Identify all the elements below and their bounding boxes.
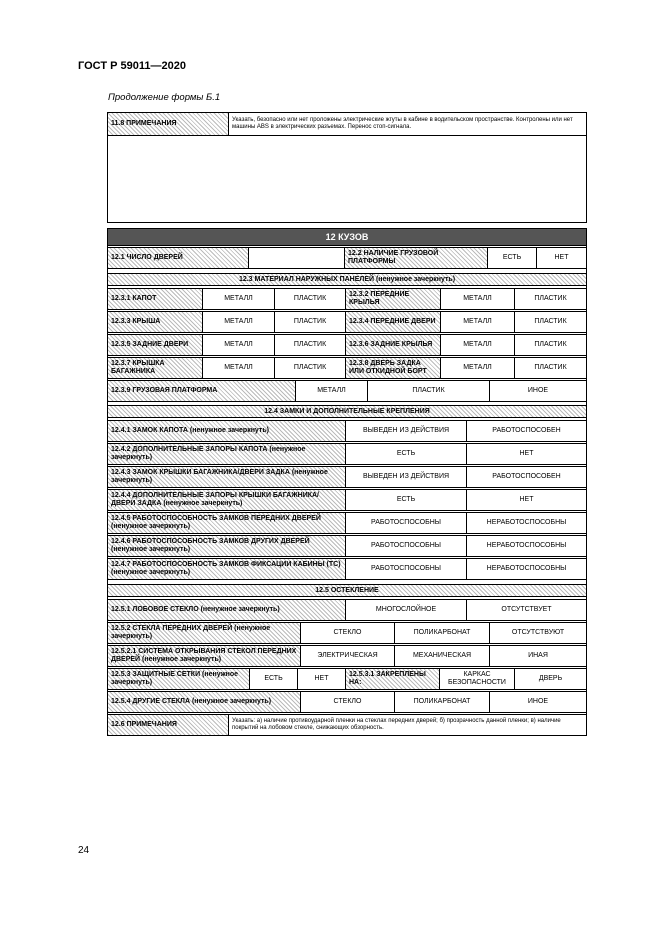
other-glass-label: 12.5.4 ДРУГИЕ СТЕКЛА (ненужное зачеркнуть) — [107, 691, 301, 713]
lock-option-b[interactable]: РАБОТОСПОСОБЕН — [466, 466, 587, 488]
doors-count-label: 12.1 ЧИСЛО ДВЕРЕЙ — [107, 247, 249, 269]
safety-cage-option[interactable]: КАРКАС БЕЗОПАСНОСТИ — [439, 668, 515, 690]
document-title: ГОСТ Р 59011—2020 — [78, 60, 186, 72]
notes-12-instruction[interactable]: Указать: а) наличие противоударной пленки на стеклах передних дверей; б) прозрачность данной пленки; в) наличие покрытий на лобовом стекле, снижающих обзорность. — [228, 714, 587, 736]
panel-metal-option[interactable]: МЕТАЛЛ — [202, 311, 275, 333]
cargo-platform-plastic-option[interactable]: ПЛАСТИК — [367, 380, 490, 402]
front-door-glass-label: 12.5.2 СТЕКЛА ПЕРЕДНИХ ДВЕРЕЙ (ненужное зачеркнуть) — [107, 622, 301, 644]
door-option[interactable]: ДВЕРЬ — [514, 668, 587, 690]
front-door-polycarbonate-option[interactable]: ПОЛИКАРБОНАТ — [394, 622, 490, 644]
window-mechanical-option[interactable]: МЕХАНИЧЕСКАЯ — [394, 645, 490, 667]
panel-metal-option[interactable]: МЕТАЛЛ — [440, 334, 515, 356]
panel-plastic-option[interactable]: ПЛАСТИК — [514, 311, 587, 333]
lock-option-b[interactable]: НЕТ — [466, 443, 587, 465]
page-number: 24 — [78, 845, 90, 856]
protective-nets-label: 12.5.3 ЗАЩИТНЫЕ СЕТКИ (ненужное зачеркнуть) — [107, 668, 250, 690]
windshield-absent-option[interactable]: ОТСУТСТВУЕТ — [466, 599, 587, 621]
window-system-label: 12.5.2.1 СИСТЕМА ОТКРЫВАНИЯ СТЕКОЛ ПЕРЕДНИХ ДВЕРЕЙ (ненужное зачеркнуть) — [107, 645, 301, 667]
window-electric-option[interactable]: ЭЛЕКТРИЧЕСКАЯ — [300, 645, 395, 667]
glazing-title: 12.5 ОСТЕКЛЕНИЕ — [107, 584, 587, 597]
panel-metal-option[interactable]: МЕТАЛЛ — [440, 288, 515, 310]
lock-row-label: 12.4.7 РАБОТОСПОСОБНОСТЬ ЗАМКОВ ФИКСАЦИИ КАБИНЫ (ТС) (ненужное зачеркнуть) — [107, 558, 346, 580]
notes-11-instruction: Указать, безопасно или нет проложены электрические жгуты в кабине в водительском пространстве. Контролены или нет машины ABS в электрических разъемах. Перенос стоп-сигнала. — [228, 112, 587, 136]
cargo-platform-metal-option[interactable]: МЕТАЛЛ — [295, 380, 368, 402]
lock-option-a[interactable]: РАБОТОСПОСОБНЫ — [345, 535, 467, 557]
notes-11-label: 11.8 ПРИМЕЧАНИЯ — [107, 112, 229, 136]
lock-option-b[interactable]: РАБОТОСПОСОБЕН — [466, 420, 587, 442]
front-door-absent-option[interactable]: ОТСУТСТВУЮТ — [489, 622, 587, 644]
lock-option-a[interactable]: ЕСТЬ — [345, 489, 467, 511]
other-glass-polycarbonate-option[interactable]: ПОЛИКАРБОНАТ — [394, 691, 490, 713]
panel-plastic-option[interactable]: ПЛАСТИК — [514, 357, 587, 379]
panel-plastic-option[interactable]: ПЛАСТИК — [514, 288, 587, 310]
lock-row-label: 12.4.6 РАБОТОСПОСОБНОСТЬ ЗАМКОВ ДРУГИХ ДВЕРЕЙ (ненужное зачеркнуть) — [107, 535, 346, 557]
lock-row-label: 12.4.2 ДОПОЛНИТЕЛЬНЫЕ ЗАПОРЫ КАПОТА (ненужное зачеркнуть) — [107, 443, 346, 465]
notes-11-input-area[interactable] — [107, 135, 587, 223]
panel-right-label: 12.3.4 ПЕРЕДНИЕ ДВЕРИ — [345, 311, 441, 333]
lock-row-label: 12.4.4 ДОПОЛНИТЕЛЬНЫЕ ЗАПОРЫ КРЫШКИ БАГАЖНИКА/ДВЕРИ ЗАДКА (ненужное зачеркнуть) — [107, 489, 346, 511]
lock-option-a[interactable]: РАБОТОСПОСОБНЫ — [345, 558, 467, 580]
cargo-no-option[interactable]: НЕТ — [536, 247, 587, 269]
panel-left-label: 12.3.3 КРЫША — [107, 311, 203, 333]
window-other-option[interactable]: ИНАЯ — [489, 645, 587, 667]
panel-metal-option[interactable]: МЕТАЛЛ — [440, 357, 515, 379]
lock-option-a[interactable]: ЕСТЬ — [345, 443, 467, 465]
cargo-platform-label: 12.3.9 ГРУЗОВАЯ ПЛАТФОРМА — [107, 380, 296, 402]
lock-row-label: 12.4.5 РАБОТОСПОСОБНОСТЬ ЗАМКОВ ПЕРЕДНИХ ДВЕРЕЙ (ненужное зачеркнуть) — [107, 512, 346, 534]
panel-left-label: 12.3.5 ЗАДНИЕ ДВЕРИ — [107, 334, 203, 356]
form-continuation-subtitle: Продолжение формы Б.1 — [108, 92, 221, 103]
nets-no-option[interactable]: НЕТ — [297, 668, 346, 690]
panel-metal-option[interactable]: МЕТАЛЛ — [440, 311, 515, 333]
notes-12-label: 12.6 ПРИМЕЧАНИЯ — [107, 714, 229, 736]
panel-right-label: 12.3.8 ДВЕРЬ ЗАДКА ИЛИ ОТКИДНОЙ БОРТ — [345, 357, 441, 379]
windshield-label: 12.5.1 ЛОБОВОЕ СТЕКЛО (ненужное зачеркнуть) — [107, 599, 346, 621]
panel-metal-option[interactable]: МЕТАЛЛ — [202, 334, 275, 356]
cargo-presence-label: 12.2 НАЛИЧИЕ ГРУЗОВОЙ ПЛАТФОРМЫ — [344, 247, 488, 269]
cargo-platform-other-option[interactable]: ИНОЕ — [489, 380, 587, 402]
lock-row-label: 12.4.3 ЗАМОК КРЫШКИ БАГАЖНИКА/ДВЕРИ ЗАДКА (ненужное зачеркнуть) — [107, 466, 346, 488]
panel-plastic-option[interactable]: ПЛАСТИК — [274, 334, 346, 356]
panel-metal-option[interactable]: МЕТАЛЛ — [202, 288, 275, 310]
doors-count-input[interactable] — [248, 247, 345, 269]
front-door-glass-option[interactable]: СТЕКЛО — [300, 622, 395, 644]
lock-option-a[interactable]: ВЫВЕДЕН ИЗ ДЕЙСТВИЯ — [345, 466, 467, 488]
lock-option-b[interactable]: НЕРАБОТОСПОСОБНЫ — [466, 512, 587, 534]
cargo-yes-option[interactable]: ЕСТЬ — [487, 247, 537, 269]
panel-plastic-option[interactable]: ПЛАСТИК — [274, 288, 346, 310]
panel-left-label: 12.3.7 КРЫШКА БАГАЖНИКА — [107, 357, 203, 379]
nets-yes-option[interactable]: ЕСТЬ — [249, 668, 298, 690]
panel-plastic-option[interactable]: ПЛАСТИК — [274, 357, 346, 379]
lock-option-a[interactable]: ВЫВЕДЕН ИЗ ДЕЙСТВИЯ — [345, 420, 467, 442]
lock-option-a[interactable]: РАБОТОСПОСОБНЫ — [345, 512, 467, 534]
lock-row-label: 12.4.1 ЗАМОК КАПОТА (ненужное зачеркнуть) — [107, 420, 346, 442]
section-12-title: 12 КУЗОВ — [107, 228, 587, 246]
locks-title: 12.4 ЗАМКИ И ДОПОЛНИТЕЛЬНЫЕ КРЕПЛЕНИЯ — [107, 405, 587, 418]
panel-right-label: 12.3.6 ЗАДНИЕ КРЫЛЬЯ — [345, 334, 441, 356]
lock-option-b[interactable]: НЕРАБОТОСПОСОБНЫ — [466, 558, 587, 580]
windshield-multilayer-option[interactable]: МНОГОСЛОЙНОЕ — [345, 599, 467, 621]
other-glass-other-option[interactable]: ИНОЕ — [489, 691, 587, 713]
panels-material-title: 12.3 МАТЕРИАЛ НАРУЖНЫХ ПАНЕЛЕЙ (ненужное зачеркнуть) — [107, 273, 587, 286]
panel-metal-option[interactable]: МЕТАЛЛ — [202, 357, 275, 379]
nets-fixed-on-label: 12.5.3.1 ЗАКРЕПЛЕНЫ НА: — [345, 668, 440, 690]
panel-plastic-option[interactable]: ПЛАСТИК — [274, 311, 346, 333]
lock-option-b[interactable]: НЕТ — [466, 489, 587, 511]
panel-right-label: 12.3.2 ПЕРЕДНИЕ КРЫЛЬЯ — [345, 288, 441, 310]
panel-left-label: 12.3.1 КАПОТ — [107, 288, 203, 310]
lock-option-b[interactable]: НЕРАБОТОСПОСОБНЫ — [466, 535, 587, 557]
other-glass-option[interactable]: СТЕКЛО — [300, 691, 395, 713]
panel-plastic-option[interactable]: ПЛАСТИК — [514, 334, 587, 356]
